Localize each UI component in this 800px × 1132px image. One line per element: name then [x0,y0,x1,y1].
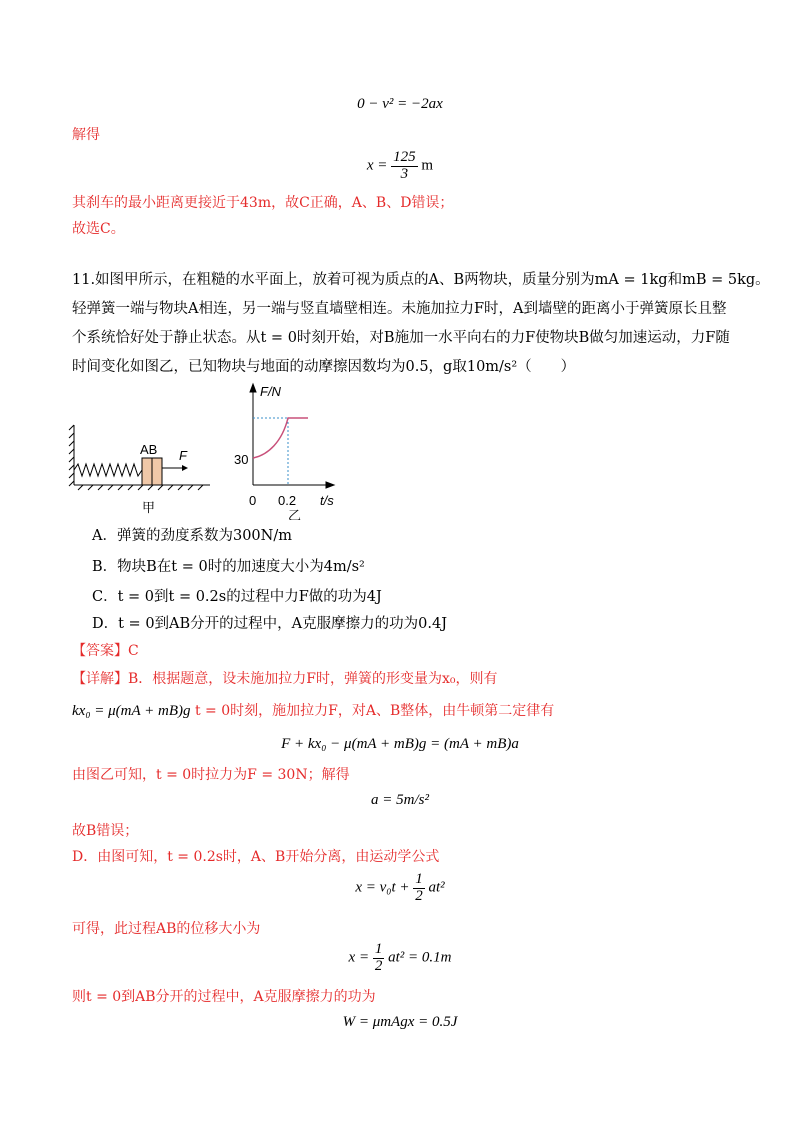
frac-num: 1 [374,941,383,957]
caption-jia: 甲 [142,500,156,515]
figure-jia [64,420,224,520]
detail-line-6: 可得，此过程AB的位移大小为 [72,921,261,937]
equation-displacement [0,942,800,975]
question-line-3: 个系统恰好处于静止状态。从t = 0时刻开始，对B施加一水平向右的力F使物块B做匀加速运动，力F随 [72,330,730,346]
tick-label-30: 30 [234,452,249,467]
equation-kinematics [0,872,800,905]
eq-equilibrium: kx₀ = μ(mA + mB)g [72,703,191,719]
axis-label-x: t/s [320,493,334,508]
detail-line-3: 由图乙可知，t = 0时拉力为F = 30N；解得 [72,767,350,783]
conclusion-line-1: 其刹车的最小距离更接近于43m，故C正确，A、B、D错误； [72,195,454,211]
option-a: A．弹簧的劲度系数为300N/m [92,528,292,544]
frac-den: 3 [400,165,409,182]
option-d: D．t = 0到AB分开的过程中，A克服摩擦力的功为0.4J [92,616,448,632]
fraction-1-2 [373,942,385,975]
detail-line-7: 则t = 0到AB分开的过程中，A克服摩擦力的功为 [72,989,376,1005]
question-line-1: 11.如图甲所示，在粗糙的水平面上，放着可视为质点的A、B两物块，质量分别为mA = 1kg和mB = 5kg。 [72,272,770,288]
conclusion-line-2: 故选C。 [72,221,125,237]
origin-label: 0 [249,493,257,508]
question-line-4: 时间变化如图乙，已知物块与地面的动摩擦因数均为0.5，g取10m/s²（ ） [72,359,576,375]
equation-newton: F + kx₀ − μ(mA + mB)g = (mA + mB)a [281,736,519,752]
frac-den: 2 [374,957,383,974]
figure-yi [228,380,348,520]
eq-disp-rhs: at² = 0.1m [388,949,452,966]
detail-line-4: 故B错误； [72,823,139,839]
eq-kin-rhs: at² [428,879,445,896]
detail-line-2 [72,700,554,720]
answer: 【答案】C [72,643,139,659]
equation-work: W = μmAgx = 0.5J [342,1014,458,1030]
fraction-125-3 [391,150,418,183]
frac-num: 1 [415,871,423,887]
block-b [152,458,162,485]
label-force-f: F [179,448,187,463]
spring [74,464,142,476]
frac-den: 2 [415,887,423,904]
equation-kinematics-brake: 0 − v² = −2ax [357,96,443,112]
axes [250,384,334,488]
force-arrow [162,465,188,471]
option-c: C．t = 0到t = 0.2s的过程中力F做的功为4J [92,589,382,605]
label-ab: AB [140,442,158,457]
eq-x-lhs: x = [366,157,388,174]
eq-x-unit: m [421,157,434,174]
block-a [142,458,152,485]
force-curve [253,418,308,458]
frac-num: 125 [393,149,416,165]
detail-line-5: D．由图可知，t = 0.2s时，A、B开始分离，由运动学公式 [72,849,440,865]
question-line-2: 轻弹簧一端与物块A相连，另一端与竖直墙壁相连。未施加拉力F时，A到墙壁的距离小于弹簧原长且整 [72,301,727,317]
caption-yi: 乙 [288,508,302,520]
text-jiede: 解得 [72,127,100,143]
equation-acceleration: a = 5m/s² [371,792,429,808]
option-b: B．物块B在t = 0时的加速度大小为4m/s² [92,559,365,575]
equation-x-result [0,150,800,183]
axis-label-y: F/N [260,384,281,399]
eq-disp-lhs: x = [348,949,370,966]
fraction-1-2 [413,872,425,905]
eq-kin-lhs: x = v₀t + [355,879,410,896]
wall-hatching [69,425,74,486]
ground-hatching [74,485,210,490]
tick-label-0-2: 0.2 [278,493,297,508]
detail-line-1: 【详解】B．根据题意，设未施加拉力F时，弹簧的形变量为x₀，则有 [72,671,498,687]
detail-line-2-text: t = 0时刻，施加拉力F，对A、B整体，由牛顿第二定律有 [194,703,555,719]
